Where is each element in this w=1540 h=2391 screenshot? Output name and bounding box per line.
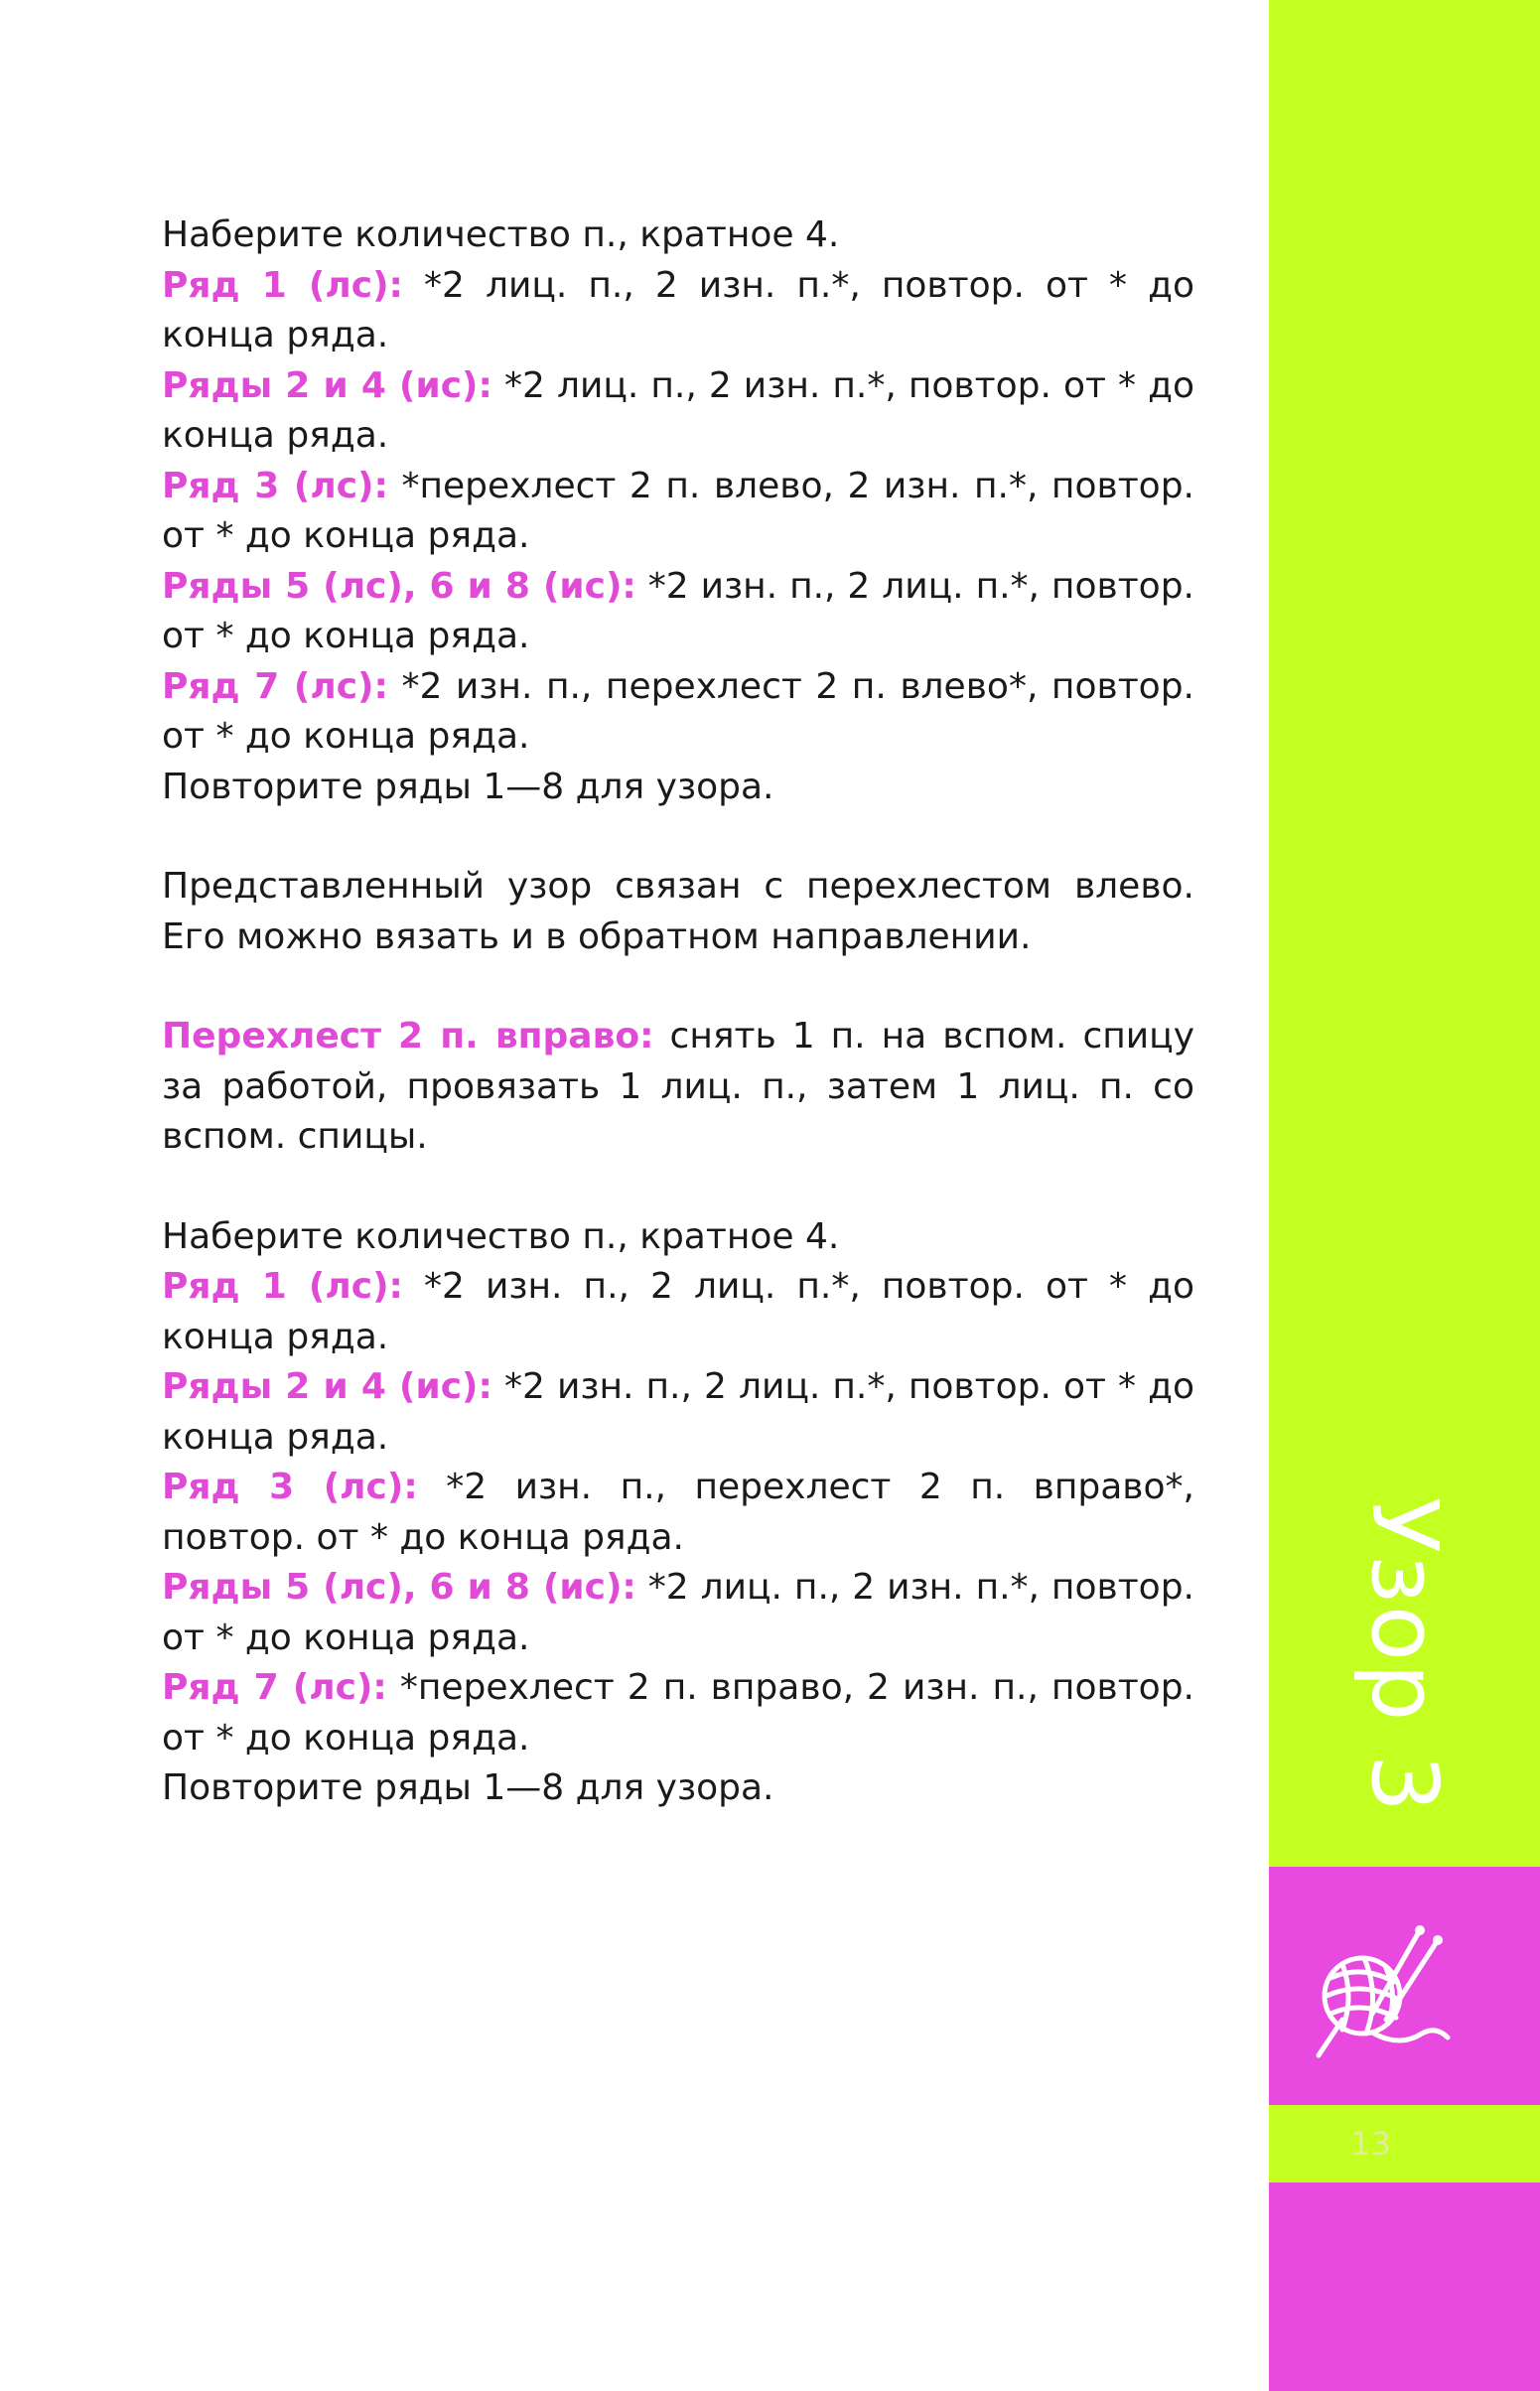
row-instruction bbox=[162, 1262, 1194, 1362]
cast-on-line: Наберите количество п., кратное 4. bbox=[162, 1215, 840, 1257]
row-text: *2 изн. п., 2 лиц. п.*, повтор. от * до конца ряда. bbox=[162, 1366, 1195, 1458]
row-label: Ряд 1 (лс): bbox=[162, 1266, 403, 1307]
section-title-text: Узор 3 bbox=[1351, 1496, 1459, 1815]
row-instruction bbox=[162, 261, 1194, 361]
row-label: Ряд 3 (лс): bbox=[162, 1467, 418, 1507]
spacer bbox=[162, 1163, 1194, 1212]
note-paragraph: Представленный узор связан с перехлестом влево. Его можно вязать и в обратном направлении. bbox=[162, 866, 1194, 957]
row-label: Ряды 2 и 4 (ис): bbox=[162, 364, 492, 406]
repeat-line: Повторите ряды 1—8 для узора. bbox=[162, 766, 774, 807]
yarn-ball-needles-icon bbox=[1303, 1916, 1452, 2065]
row-label: Ряд 1 (лс): bbox=[162, 264, 403, 306]
row-instruction bbox=[162, 1463, 1194, 1563]
definition-paragraph bbox=[162, 1012, 1194, 1163]
row-text: *перехлест 2 п. влево, 2 изн. п.*, повтор. от * до конца ряда. bbox=[162, 465, 1195, 556]
row-instruction bbox=[162, 462, 1194, 562]
row-text: *перехлест 2 п. вправо, 2 изн. п., повтор. от * до конца ряда. bbox=[162, 1667, 1194, 1758]
row-label: Ряд 7 (лс): bbox=[162, 1667, 387, 1708]
section-title bbox=[1332, 1494, 1476, 1817]
row-instruction bbox=[162, 562, 1194, 662]
row-instruction bbox=[162, 1663, 1194, 1763]
spacer bbox=[162, 962, 1194, 1012]
row-text: *2 изн. п., 2 лиц. п.*, повтор. от * до конца ряда. bbox=[162, 1266, 1195, 1357]
row-text: *2 изн. п., перехлест 2 п. вправо*, повтор. от * до конца ряда. bbox=[162, 1467, 1194, 1558]
definition-label: Перехлест 2 п. вправо: bbox=[162, 1016, 654, 1056]
pattern-instructions bbox=[162, 211, 1194, 1814]
row-label: Ряды 5 (лс), 6 и 8 (ис): bbox=[162, 565, 636, 607]
sidebar-magenta-bottom bbox=[1269, 2182, 1540, 2391]
row-instruction bbox=[162, 662, 1194, 763]
row-instruction bbox=[162, 1362, 1194, 1463]
row-label: Ряд 7 (лс): bbox=[162, 665, 388, 707]
row-text: *2 изн. п., 2 лиц. п.*, повтор. от * до конца ряда. bbox=[162, 565, 1194, 656]
spacer bbox=[162, 812, 1194, 862]
row-text: *2 лиц. п., 2 изн. п.*, повтор. от * до конца ряда. bbox=[162, 364, 1195, 456]
row-text: *2 лиц. п., 2 изн. п.*, повтор. от * до конца ряда. bbox=[162, 264, 1195, 355]
row-label: Ряды 5 (лс), 6 и 8 (ис): bbox=[162, 1567, 636, 1608]
cast-on-line: Наберите количество п., кратное 4. bbox=[162, 214, 840, 255]
row-instruction bbox=[162, 1563, 1194, 1663]
row-instruction bbox=[162, 361, 1194, 462]
row-text: *2 лиц. п., 2 изн. п.*, повтор. от * до конца ряда. bbox=[162, 1567, 1194, 1658]
row-label: Ряды 2 и 4 (ис): bbox=[162, 1366, 492, 1407]
row-label: Ряд 3 (лс): bbox=[162, 465, 388, 506]
repeat-line: Повторите ряды 1—8 для узора. bbox=[162, 1767, 774, 1808]
page-number: 13 bbox=[1350, 2125, 1391, 2163]
row-text: *2 изн. п., перехлест 2 п. влево*, повтор. от * до конца ряда. bbox=[162, 665, 1195, 757]
definition-text: снять 1 п. на вспом. спицу за работой, провязать 1 лиц. п., затем 1 лиц. п. со вспом. спицы. bbox=[162, 1016, 1194, 1157]
